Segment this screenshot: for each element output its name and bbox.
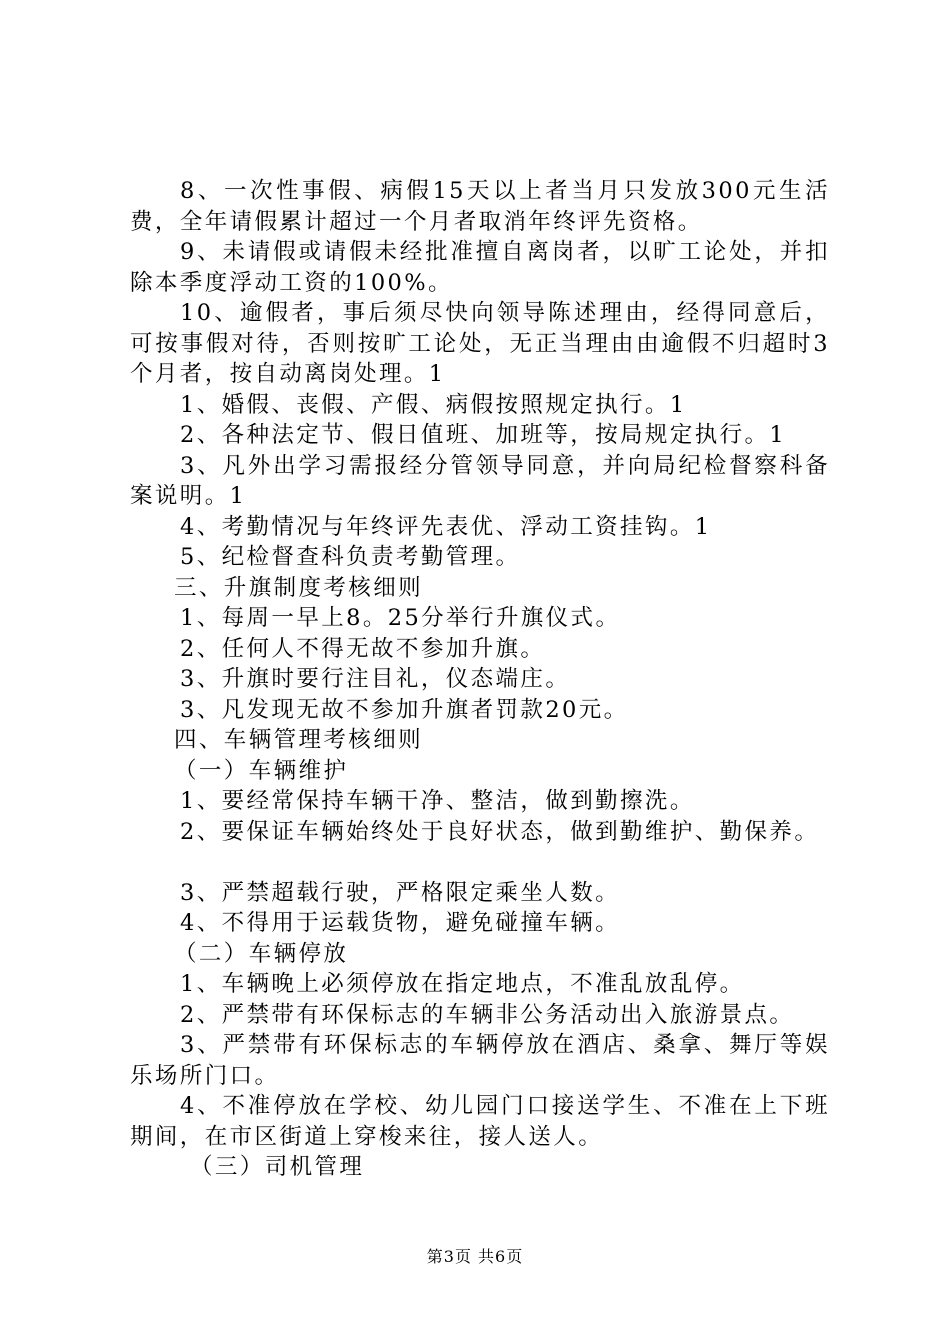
paragraph-flag-rule-4: 3、凡发现无故不参加升旗者罚款20元。 bbox=[180, 696, 629, 723]
paragraph-item-8-leave: 8、一次性事假、病假15天以上者当月只发放300元生活费，全年请假累计超过一个月者取消年终评先资格。 bbox=[130, 178, 830, 235]
paragraph-item-9-absence: 9、未请假或请假未经批准擅自离岗者，以旷工论处，并扣除本季度浮动工资的100%。 bbox=[130, 239, 830, 296]
subsection-heading-driver-management: （三）司机管理 bbox=[190, 1154, 365, 1180]
paragraph-parking-rule-3: 3、严禁带有环保标志的车辆停放在酒店、桑拿、舞厅等娱乐场所门口。 bbox=[130, 1032, 830, 1089]
page-number-footer: 第3页 共6页 bbox=[426, 1247, 524, 1266]
paragraph-leave-rule-2: 2、各种法定节、假日值班、加班等，按局规定执行。1 bbox=[180, 422, 787, 448]
section-heading-vehicle-management: 四、车辆管理考核细则 bbox=[174, 727, 424, 753]
subsection-heading-vehicle-parking: （二）车辆停放 bbox=[174, 940, 349, 967]
paragraph-leave-rule-5: 5、纪检督查科负责考勤管理。 bbox=[180, 544, 521, 570]
paragraph-leave-rule-1: 1、婚假、丧假、产假、病假按照规定执行。1 bbox=[180, 391, 687, 418]
paragraph-maintenance-rule-1: 1、要经常保持车辆干净、整洁，做到勤擦洗。 bbox=[180, 788, 695, 814]
paragraph-flag-rule-1: 1、每周一早上8。25分举行升旗仪式。 bbox=[180, 605, 621, 631]
paragraph-parking-rule-2: 2、严禁带有环保标志的车辆非公务活动出入旅游景点。 bbox=[180, 1001, 795, 1028]
paragraph-flag-rule-3: 3、升旗时要行注目礼，仪态端庄。 bbox=[180, 666, 571, 692]
blank-line bbox=[130, 847, 830, 878]
paragraph-leave-rule-4: 4、考勤情况与年终评先表优、浮动工资挂钩。1 bbox=[180, 513, 712, 540]
paragraph-parking-rule-1: 1、车辆晚上必须停放在指定地点，不准乱放乱停。 bbox=[180, 971, 745, 997]
paragraph-flag-rule-2: 2、任何人不得无故不参加升旗。 bbox=[180, 635, 546, 662]
paragraph-parking-rule-4: 4、不准停放在学校、幼儿园门口接送学生、不准在上下班期间，在市区街道上穿梭来往，接人送人。 bbox=[130, 1093, 830, 1150]
paragraph-item-10-overdue: 10、逾假者，事后须尽快向领导陈述理由，经得同意后，可按事假对待，否则按旷工论处，无正当理由由逾假不归超时3个月者，按自动离岗处理。1 bbox=[130, 300, 830, 387]
paragraph-maintenance-rule-2: 2、要保证车辆始终处于良好状态，做到勤维护、勤保养。 bbox=[180, 818, 820, 845]
paragraph-leave-rule-3: 3、凡外出学习需报经分管领导同意，并向局纪检督察科备案说明。1 bbox=[130, 452, 830, 509]
subsection-heading-vehicle-maintenance: （一）车辆维护 bbox=[174, 757, 349, 784]
paragraph-maintenance-rule-3: 3、严禁超载行驶，严格限定乘坐人数。 bbox=[180, 879, 621, 906]
document-body bbox=[130, 176, 830, 1183]
section-heading-flag-raising: 三、升旗制度考核细则 bbox=[174, 574, 424, 601]
paragraph-maintenance-rule-4: 4、不得用于运载货物，避免碰撞车辆。 bbox=[180, 910, 621, 936]
